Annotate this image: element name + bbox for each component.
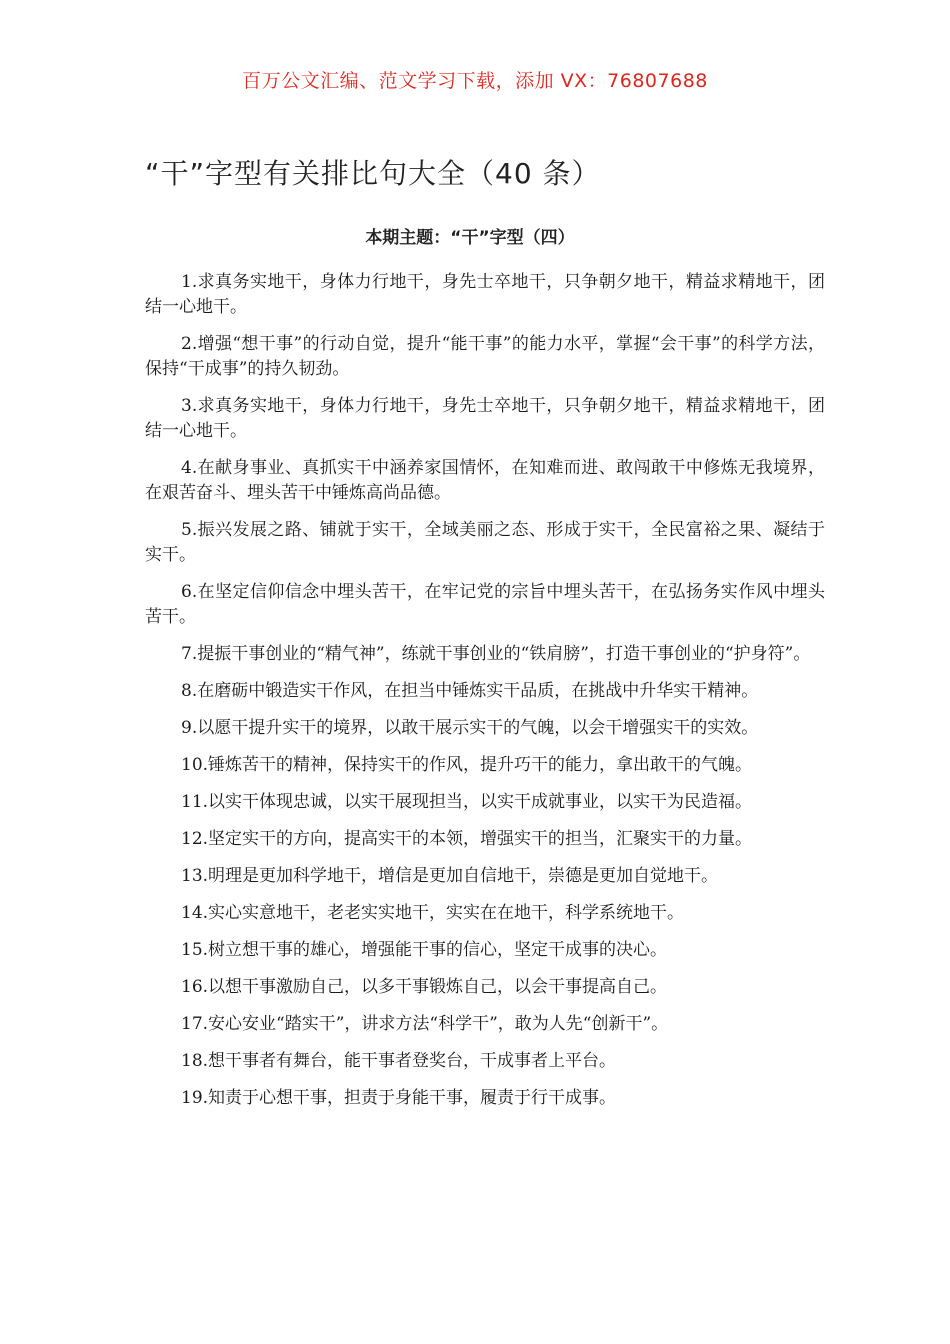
list-item: 19.知责于心想干事，担责于身能干事，履责于行干成事。 bbox=[181, 1088, 617, 1108]
list-item: 4.在献身事业、真抓实干中涵养家国情怀，在知难而进、敢闯敢干中修炼无我境界，在艰苦奋斗、埋头苦干中锤炼高尚品德。 bbox=[145, 458, 825, 503]
list-item: 18.想干事者有舞台，能干事者登奖台，干成事者上平台。 bbox=[181, 1051, 617, 1071]
list-item: 3.求真务实地干，身体力行地干，身先士卒地干，只争朝夕地干，精益求精地干，团结一心地干。 bbox=[145, 396, 825, 441]
list-item: 12.坚定实干的方向，提高实干的本领，增强实干的担当，汇聚实干的力量。 bbox=[181, 829, 753, 849]
list-item: 14.实心实意地干，老老实实地干，实实在在地干，科学系统地干。 bbox=[181, 903, 685, 923]
list-item: 16.以想干事激励自己，以多干事锻炼自己，以会干事提高自己。 bbox=[181, 977, 668, 997]
list-item: 13.明理是更加科学地干，增信是更加自信地干，崇德是更加自觉地干。 bbox=[181, 866, 719, 886]
list-item: 5.振兴发展之路、铺就于实干，全域美丽之态、形成于实干，全民富裕之果、凝结于实干。 bbox=[145, 520, 825, 565]
list-item: 10.锤炼苦干的精神，保持实干的作风，提升巧干的能力，拿出敢干的气魄。 bbox=[181, 755, 753, 775]
list-item: 6.在坚定信仰信念中埋头苦干，在牢记党的宗旨中埋头苦干，在弘扬务实作风中埋头苦干。 bbox=[145, 582, 825, 627]
list-item: 17.安心安业“踏实干”，讲求方法“科学干”，敢为人先“创新干”。 bbox=[181, 1014, 669, 1034]
list-item: 9.以愿干提升实干的境界，以敢干展示实干的气魄，以会干增强实干的实效。 bbox=[181, 718, 759, 738]
list-item: 8.在磨砺中锻造实干作风，在担当中锤炼实干品质，在挑战中升华实干精神。 bbox=[181, 681, 759, 701]
list-item: 15.树立想干事的雄心，增强能干事的信心，坚定干成事的决心。 bbox=[181, 940, 668, 960]
list-item: 2.增强“想干事”的行动自觉，提升“能干事”的能力水平，掌握“会干事”的科学方法，保持“干成事”的持久韧劲。 bbox=[145, 334, 825, 379]
promo-banner: 百万公文汇编、范文学习下载，添加 VX：76807688 bbox=[242, 70, 708, 92]
document-title: “干”字型有关排比句大全（40 条） bbox=[145, 157, 601, 190]
list-item: 1.求真务实地干，身体力行地干，身先士卒地干，只争朝夕地干，精益求精地干，团结一心地干。 bbox=[145, 272, 825, 317]
list-item: 7.提振干事创业的“精气神”，练就干事创业的“铁肩膀”，打造干事创业的“护身符”。 bbox=[181, 644, 811, 664]
list-item: 11.以实干体现忠诚，以实干展现担当，以实干成就事业，以实干为民造福。 bbox=[181, 792, 753, 812]
sentence-list bbox=[145, 270, 825, 1123]
issue-subtitle: 本期主题：“干”字型（四） bbox=[365, 228, 575, 248]
